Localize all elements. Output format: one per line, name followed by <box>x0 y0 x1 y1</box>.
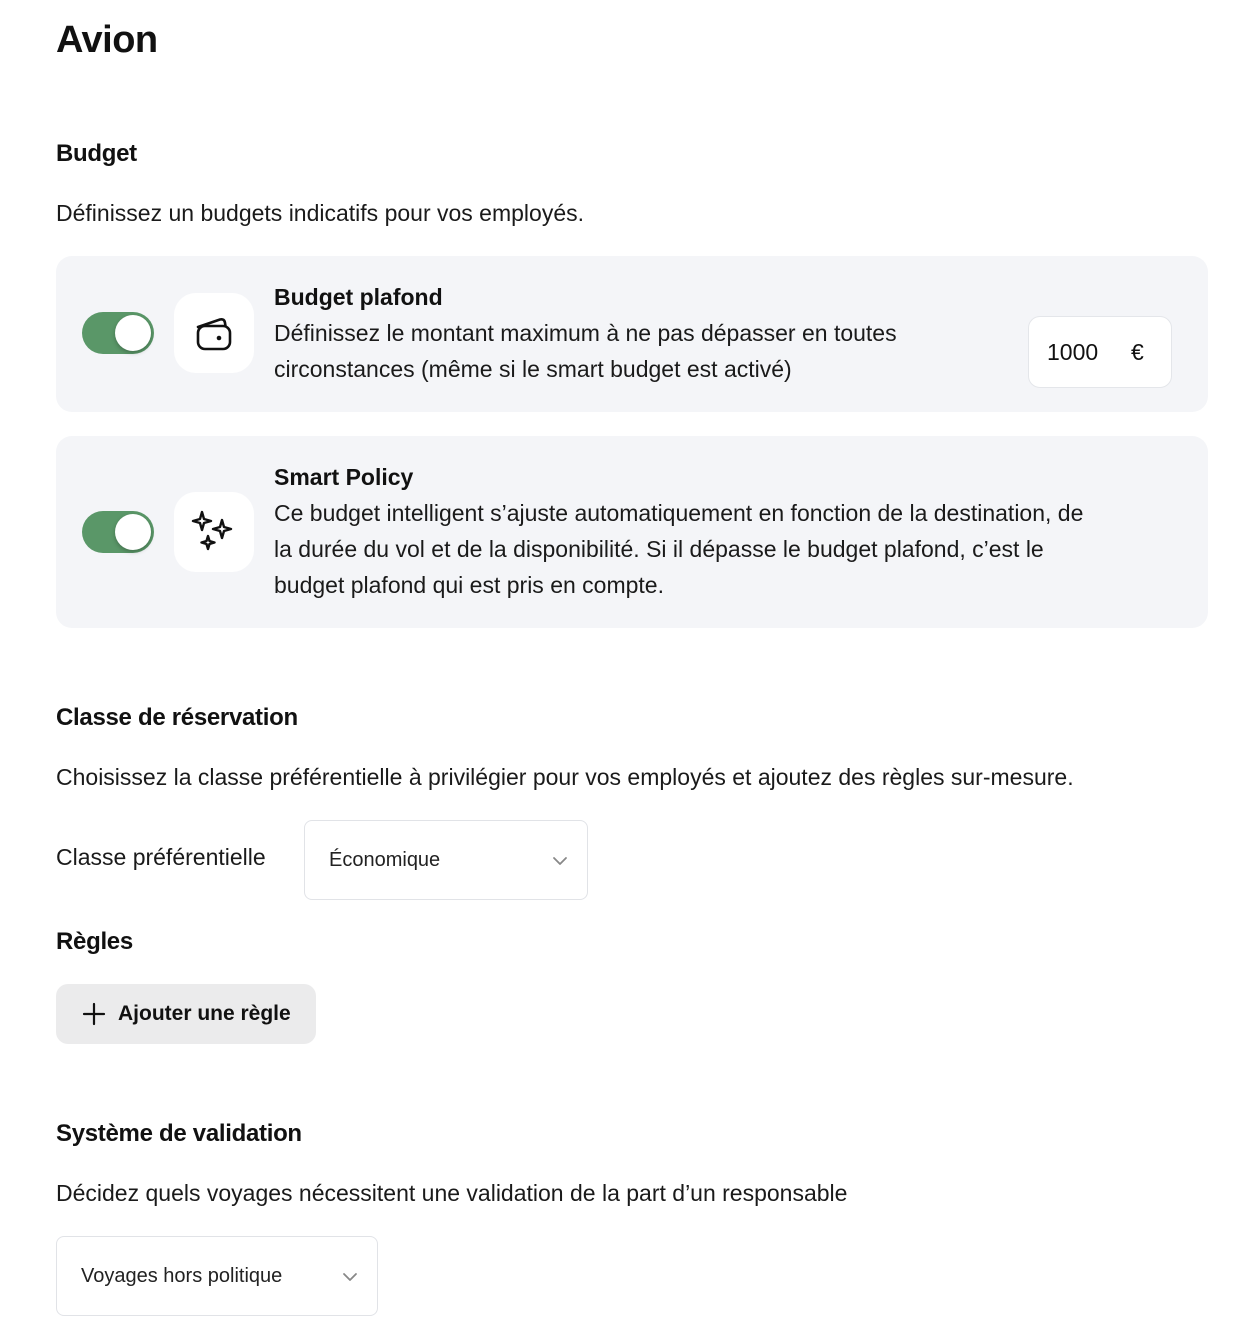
preferred-class-select[interactable] <box>304 820 588 900</box>
reservation-section-title: Classe de réservation <box>56 704 298 731</box>
wallet-icon-tile <box>174 293 254 373</box>
wallet-icon <box>192 311 236 355</box>
budget-plafond-text <box>274 282 897 387</box>
budget-section-title: Budget <box>56 140 137 167</box>
amount-value: 1000 <box>1047 338 1099 365</box>
validation-select[interactable] <box>56 1236 378 1316</box>
preferred-class-label: Classe préférentielle <box>56 844 266 870</box>
toggle-knob <box>115 315 151 351</box>
validation-select-value: Voyages hors politique <box>81 1264 283 1287</box>
preferred-class-value: Économique <box>329 848 441 871</box>
smart-policy-description-line1: Ce budget intelligent s’ajuste automatiquement en fonction de la destination, de <box>274 500 1084 526</box>
smart-policy-toggle[interactable] <box>82 511 154 553</box>
page-title: Avion <box>56 19 158 61</box>
budget-plafond-card <box>56 256 1208 412</box>
smart-policy-title: Smart Policy <box>274 464 414 490</box>
validation-section-description: Décidez quels voyages nécessitent une validation de la part d’un responsable <box>56 1180 848 1206</box>
smart-policy-text <box>274 462 1083 603</box>
budget-plafond-description-line1: Définissez le montant maximum à ne pas dépasser en toutes <box>274 320 897 346</box>
sparkles-icon-tile <box>174 492 254 572</box>
currency-symbol: € <box>1131 338 1144 365</box>
add-rule-label: Ajouter une règle <box>118 1002 291 1025</box>
budget-section-description: Définissez un budgets indicatifs pour vos employés. <box>56 200 585 226</box>
budget-plafond-toggle[interactable] <box>82 312 154 354</box>
budget-plafond-title: Budget plafond <box>274 284 443 310</box>
smart-policy-description-line2: la durée du vol et de la disponibilité. Si il dépasse le budget plafond, c’est le <box>274 536 1044 562</box>
smart-policy-description-line3: budget plafond qui est pris en compte. <box>274 572 664 598</box>
budget-plafond-amount-input[interactable] <box>1028 316 1172 388</box>
chevron-down-icon <box>551 852 569 870</box>
plus-icon <box>82 1002 106 1026</box>
reservation-section-description: Choisissez la classe préférentielle à privilégier pour vos employés et ajoutez des règles sur-mesure. <box>56 764 1074 790</box>
add-rule-button[interactable] <box>56 984 316 1044</box>
sparkles-icon <box>190 508 238 556</box>
chevron-down-icon <box>341 1268 359 1286</box>
validation-section-title: Système de validation <box>56 1120 302 1147</box>
toggle-knob <box>115 514 151 550</box>
smart-policy-card <box>56 436 1208 628</box>
rules-title: Règles <box>56 928 133 955</box>
budget-plafond-description-line2: circonstances (même si le smart budget est activé) <box>274 356 792 382</box>
